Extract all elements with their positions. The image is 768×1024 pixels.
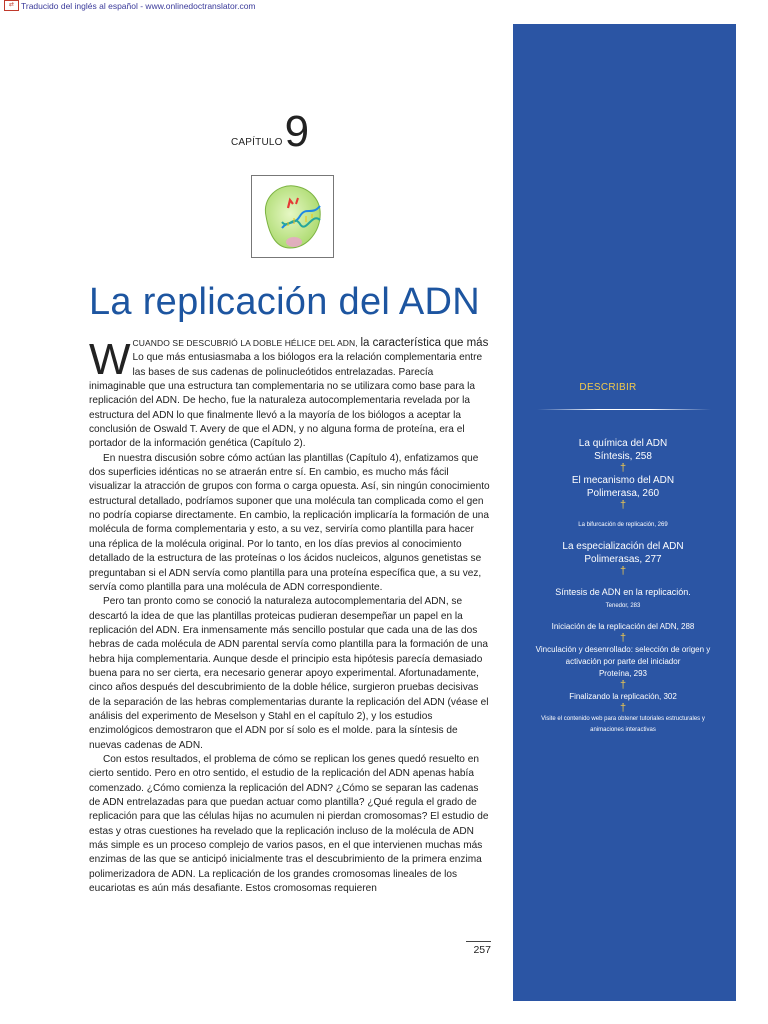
- outline-heading: DESCRIBIR: [579, 382, 637, 393]
- cell-dna-illustration: [252, 176, 333, 257]
- paragraph-1: [89, 336, 491, 452]
- outline-dagger-icon: †: [619, 702, 627, 714]
- banner-text[interactable]: Traducido del inglés al español - www.onlinedoctranslator.com: [21, 0, 256, 11]
- paragraph-4: Con estos resultados, el problema de cómo se replican los genes quedó resuelto en cierto sentido. Pero en otro sentido, el estudio de la replicación del ADN apenas había comenzado. ¿Cómo comienza la replicación del ADN? ¿Cómo se separan las cadenas de ADN entrelazadas para que puedan actuar como plantilla? ¿Qué regula el grado de replicación para que las células hijas no acumulen ni pierdan cromosomas? El estudio de estas y otras cuestiones ha revelado que la replicación incluso de la molécula de ADN más simple es un proceso complejo de varios pasos, en el que intervienen muchas más enzimas de las que se anticipó inicialmente tras el descubrimiento de la primera enzima polimerizadora de ADN. La replicación de los grandes cromosomas lineales de los eucariotas es aún más desafiante. Estos cromosomas requieren: [89, 753, 489, 895]
- chapter-illustration: [251, 175, 334, 258]
- paragraph-1-text: Lo que más entusiasmaba a los biólogos era la relación complementaria entre las bases de sus cadenas de polinucleótidos entrelazadas. Parecía inimaginable que una estructura tan complementaria no se utilizara como base para la replicación del ADN. De hecho, fue la naturaleza autocomplementaria revelada por la estructura del ADN lo que finalmente llevó a la mayoría de los biólogos a aceptar la conclusión de Oswald T. Avery de que el ADN, y no alguna forma de proteína, era el portador de la información genética (Capítulo 2).: [89, 352, 483, 450]
- outline-dagger-icon: †: [619, 565, 627, 577]
- outline-dagger-icon: †: [619, 632, 627, 644]
- outline-item-finishing[interactable]: Finalizando la replicación, 302: [569, 692, 677, 701]
- outline-dagger-icon: †: [619, 679, 627, 691]
- outline-item-fork-synthesis-line1: Síntesis de ADN en la replicación.: [555, 587, 691, 597]
- outline-item-fork-synthesis-line2: Tenedor, 283: [605, 603, 641, 609]
- outline-item-web-content[interactable]: Visite el contenido web para obtener tutoriales estructurales y animaciones interactivas: [541, 716, 705, 733]
- outline-item-chemistry[interactable]: La química del ADN Síntesis, 258: [578, 438, 668, 462]
- lead-small-caps: CUANDO SE DESCUBRIÓ LA DOBLE HÉLICE DEL ADN,: [132, 338, 358, 348]
- chapter-number: 9: [284, 107, 310, 156]
- outline-item-polymerase-specialization[interactable]: La especialización del ADN Polimerasas, 277: [562, 541, 684, 565]
- outline-dagger-icon: †: [619, 462, 627, 474]
- body-text: [89, 336, 491, 896]
- chapter-label: CAPÍTULO: [231, 137, 283, 148]
- paragraph-2: En nuestra discusión sobre cómo actúan las plantillas (Capítulo 4), enfatizamos que dos superficies idénticas no se atraerán entre sí. En cambio, es mucho más fácil visualizar la atracción de grupos con forma o carga opuesta. Así, sin ningún conocimiento estructural detallado, podríamos suponer que una molécula tan complicada como el gen no podría copiarse directamente. En cambio, la replicación implicaría la formación de una molécula de forma complementaria y esto, a su vez, serviría como plantilla para hacer una réplica de la molécula original. Por lo tanto, en los días previos al conocimiento detallado de la estructura de las proteínas o los ácidos nucleicos, algunos genetistas se preguntaban si el ADN servía como plantilla para una proteína específica que, a su vez, servía como plantilla para una molécula de ADN correspondiente.: [89, 452, 490, 593]
- drop-cap: W: [89, 335, 131, 384]
- outline-item-polymerase-mechanism[interactable]: El mecanismo del ADN Polimerasa, 260: [571, 475, 675, 499]
- outline-item-initiation[interactable]: Iniciación de la replicación del ADN, 288: [551, 622, 695, 631]
- paragraph-3: Pero tan pronto como se conoció la naturaleza autocomplementaria del ADN, se descartó la idea de que las plantillas proteicas pudieran desempeñar un papel en la replicación del ADN. Era inmensamente más sencillo postular que cada una de las dos hebras de cada molécula de ADN parental servía como plantilla para la formación de una hebra hija complementaria. Aunque desde el principio esta hipótesis parecía demasiado buena para no ser cierta, era necesario generar apoyo experimental. Afortunadamente, cinco años después del descubrimiento de la doble hélice, surgieron pruebas decisivas de la separación de las hebras complementarias durante la replicación del ADN (véase el análisis del experimento de Meselson y Stahl en el capítulo 2), y los estudios enzimológicos demostraron que el ADN por sí solo es el molde. para la síntesis de nuevas cadenas de ADN.: [89, 596, 489, 751]
- chapter-title: La replicación del ADN: [89, 281, 481, 324]
- translate-icon: ⇄: [4, 0, 19, 11]
- outline-list: [523, 437, 723, 736]
- outline-item-replication-fork[interactable]: La bifurcación de replicación, 269: [578, 522, 668, 528]
- outline-dagger-icon: †: [619, 499, 627, 511]
- page-number: 257: [466, 941, 491, 956]
- outline-item-fork-synthesis[interactable]: [523, 586, 723, 612]
- outline-item-binding-unwinding[interactable]: Vinculación y desenrollado: selección de origen y activación por parte del iniciador Proteína, 293: [535, 645, 711, 678]
- translation-banner[interactable]: [4, 0, 256, 11]
- chapter-heading: [231, 107, 310, 156]
- outline-divider: [537, 409, 711, 410]
- lead-phrase: la característica que más: [360, 337, 489, 349]
- outline-sidebar: [513, 24, 736, 1001]
